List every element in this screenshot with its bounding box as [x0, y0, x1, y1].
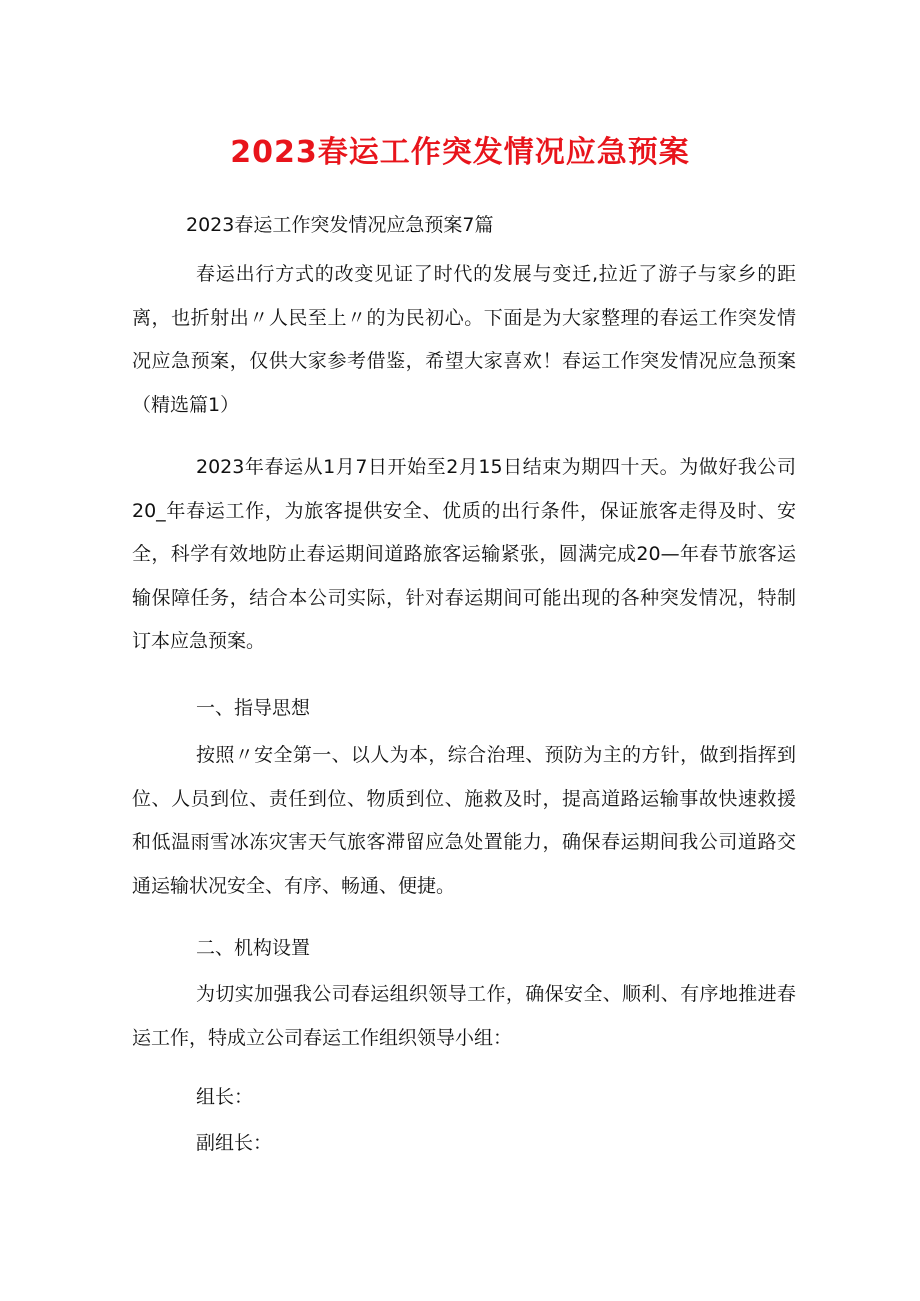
background-paragraph: 2023年春运从1月7日开始至2月15日结束为期四十天。为做好我公司20_年春运工作，为旅客提供安全、优质的出行条件，保证旅客走得及时、安全，科学有效地防止春运期间道路旅客运输紧张，圆满完成20—年春节旅客运输保障任务，结合本公司实际，针对春运期间可能出现的各种突发情况，特制订本应急预案。 [132, 456, 796, 653]
guiding-principle-paragraph: 按照〃安全第一、以人为本，综合治理、预防为主的方针，做到指挥到位、人员到位、责任到位、物质到位、施救及时，提高道路运输事故快速救援和低温雨雪冰冻灾害天气旅客滞留应急处置能力，确保春运期间我公司道路交通运输状况安全、有序、畅通、便捷。 [132, 744, 796, 897]
intro-paragraph: 春运出行方式的改变见证了时代的发展与变迁,拉近了游子与家乡的距离，也折射出〃人民至上〃的为民初心。下面是为大家整理的春运工作突发情况应急预案，仅供大家参考借鉴，希望大家喜欢！春运工作突发情况应急预案（精选篇1） [132, 263, 796, 416]
document-subtitle: 2023春运工作突发情况应急预案7篇 [186, 214, 494, 236]
organization-paragraph: 为切实加强我公司春运组织领导工作，确保安全、顺利、有序地推进春运工作，特成立公司春运工作组织领导小组： [132, 983, 796, 1049]
section-heading-organization: 二、机构设置 [196, 937, 311, 959]
leader-label: 组长： [196, 1086, 254, 1108]
document-title: 2023春运工作突发情况应急预案 [230, 135, 690, 170]
section-heading-guiding-principle: 一、指导思想 [196, 697, 311, 719]
deputy-leader-label: 副组长： [196, 1132, 273, 1154]
